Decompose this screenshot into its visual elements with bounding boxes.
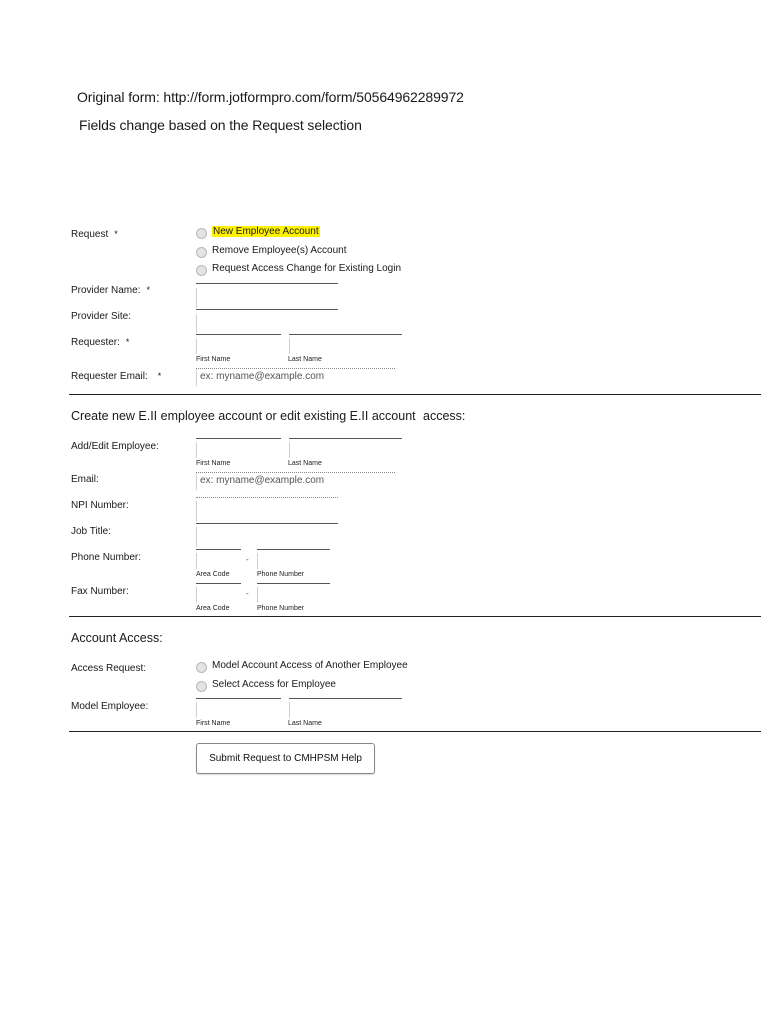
requester-first-name-input[interactable] — [196, 334, 281, 335]
model-last-name-input[interactable] — [289, 698, 402, 699]
provider-name-label: Provider Name: * — [71, 285, 150, 296]
requester-first-edge — [196, 338, 197, 354]
radio-select-access[interactable] — [196, 681, 207, 692]
fax-area-edge — [196, 587, 197, 603]
fax-number-edge — [257, 587, 258, 603]
phone-area-code-sublabel: Area Code — [196, 571, 230, 578]
requester-divider — [196, 368, 395, 369]
phone-number-edge — [257, 553, 258, 569]
add-edit-employee-label: Add/Edit Employee: — [71, 441, 159, 452]
fax-area-code-sublabel: Area Code — [196, 605, 230, 612]
access-request-label: Access Request: — [71, 663, 147, 674]
job-title-label: Job Title: — [71, 526, 112, 537]
requester-last-edge — [289, 338, 290, 354]
option-remove-employee-label: Remove Employee(s) Account — [212, 245, 347, 256]
model-last-edge — [289, 702, 290, 718]
fax-number-sublabel: Phone Number — [257, 605, 305, 612]
model-employee-label: Model Employee: — [71, 701, 149, 712]
model-first-name-input[interactable] — [196, 698, 281, 699]
fax-number-input[interactable] — [257, 583, 330, 584]
job-title-input-extra — [257, 549, 330, 550]
employee-first-edge — [196, 442, 197, 458]
employee-divider — [196, 472, 395, 473]
employee-last-name-input[interactable] — [289, 438, 402, 439]
email-edge — [196, 474, 197, 490]
fields-change-note: Fields change based on the Request selection — [79, 117, 362, 133]
employee-last-name-sublabel: Last Name — [288, 460, 322, 467]
phone-number-sublabel: Phone Number — [257, 571, 305, 578]
provider-name-input[interactable] — [196, 309, 338, 310]
requester-email-input[interactable]: ex: myname@example.com — [200, 371, 325, 382]
employee-last-edge — [289, 442, 290, 458]
employee-first-name-input[interactable] — [196, 438, 281, 439]
option-model-account-access-label: Model Account Access of Another Employee — [212, 660, 408, 671]
provider-name-input-edge — [196, 288, 197, 308]
model-last-name-sublabel: Last Name — [288, 720, 322, 727]
email-underline — [196, 497, 338, 498]
npi-number-input[interactable] — [196, 523, 338, 524]
requester-email-label: Requester Email: * — [71, 371, 162, 382]
fax-number-label: Fax Number: — [71, 586, 129, 597]
provider-site-input-edge — [196, 314, 197, 333]
fax-dash: - — [246, 589, 249, 598]
npi-edge — [196, 501, 197, 522]
employee-first-name-sublabel: First Name — [196, 460, 231, 467]
section-divider-2 — [69, 616, 761, 617]
request-label: Request * — [71, 229, 118, 240]
npi-number-label: NPI Number: — [71, 500, 129, 511]
option-new-employee-label: New Employee Account — [213, 226, 319, 237]
radio-access-change[interactable] — [196, 265, 207, 276]
section-divider-1 — [69, 394, 761, 395]
email-input[interactable]: ex: myname@example.com — [200, 475, 325, 486]
original-form-note: Original form: http://form.jotformpro.com/form/50564962289972 — [77, 89, 464, 105]
request-divider — [196, 283, 338, 284]
option-access-change-label: Request Access Change for Existing Login — [212, 263, 401, 274]
model-first-edge — [196, 702, 197, 718]
section-divider-3 — [69, 731, 761, 732]
email-label: Email: — [71, 474, 99, 485]
required-marker: * — [114, 229, 118, 239]
requester-label: Requester: * — [71, 337, 130, 348]
job-title-input[interactable] — [196, 549, 241, 550]
account-access-title: Account Access: — [71, 631, 163, 645]
employee-section-title-tail: access: — [423, 409, 466, 423]
phone-area-edge — [196, 553, 197, 569]
requester-first-name-sublabel: First Name — [196, 356, 231, 363]
fax-area-code-input[interactable] — [196, 583, 241, 584]
model-first-name-sublabel: First Name — [196, 720, 231, 727]
radio-model-account-access[interactable] — [196, 662, 207, 673]
phone-dash: - — [246, 555, 249, 564]
radio-remove-employee[interactable] — [196, 247, 207, 258]
employee-section-title: Create new E.II employee account or edit existing E.II account — [71, 409, 416, 423]
option-select-access-label: Select Access for Employee — [212, 679, 336, 690]
job-title-edge — [196, 527, 197, 547]
provider-site-label: Provider Site: — [71, 311, 132, 322]
phone-number-label: Phone Number: — [71, 552, 142, 563]
requester-email-edge — [196, 370, 197, 386]
radio-new-employee[interactable] — [196, 228, 207, 239]
requester-last-name-input[interactable] — [289, 334, 402, 335]
requester-last-name-sublabel: Last Name — [288, 356, 322, 363]
submit-request-button[interactable]: Submit Request to CMHPSM Help — [196, 743, 375, 774]
